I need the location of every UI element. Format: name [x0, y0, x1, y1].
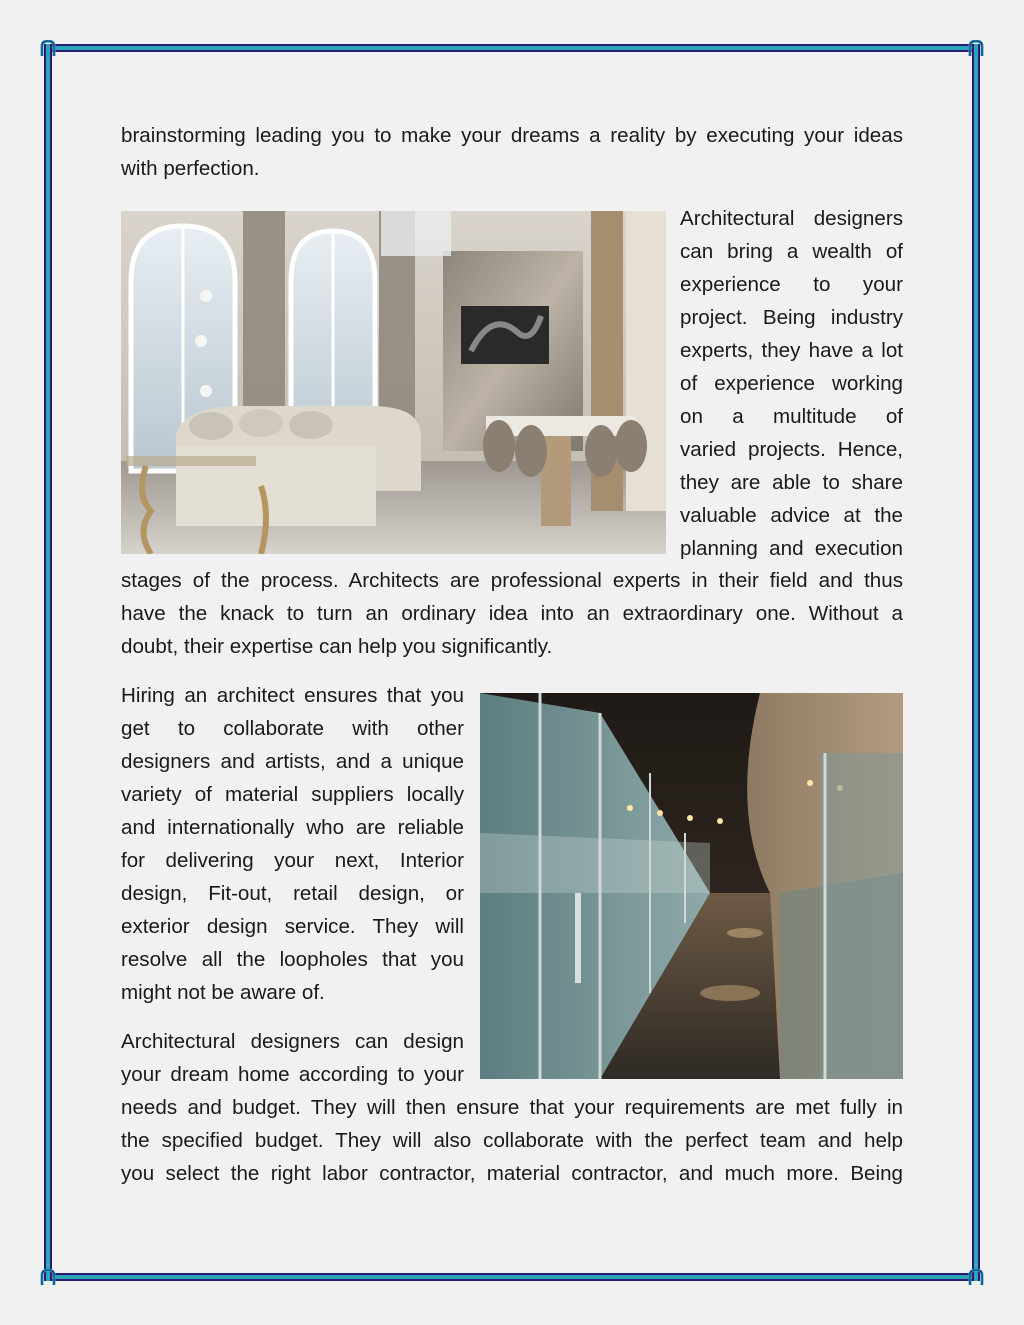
- paragraph-line: stages of the process. Architects are professional experts in their field and thus: [121, 569, 903, 592]
- paragraph-line: of experience working: [680, 372, 903, 395]
- office-corridor-photo: [480, 693, 903, 1079]
- frame-top-border: [44, 44, 980, 52]
- living-room-photo: [121, 211, 666, 554]
- corner-ornament-icon: [40, 40, 56, 56]
- paragraph-line: Hiring an architect ensures that you: [121, 684, 464, 707]
- intro-line: brainstorming leading you to make your dreams a reality by executing your ideas: [121, 124, 903, 147]
- paragraph-line: design, Fit-out, retail design, or: [121, 882, 464, 905]
- paragraph-line: experience to your: [680, 273, 903, 296]
- paragraph-line: can bring a wealth of: [680, 240, 903, 263]
- intro-line: with perfection.: [121, 157, 260, 180]
- paragraph-line: doubt, their expertise can help you significantly.: [121, 635, 553, 658]
- paragraph-line: Architectural designers: [680, 207, 903, 230]
- corner-ornament-icon: [40, 1269, 56, 1285]
- paragraph-line: have the knack to turn an ordinary idea into an extraordinary one. Without a: [121, 602, 903, 625]
- paragraph-line: valuable advice at the: [680, 504, 903, 527]
- paragraph-line: Architectural designers can design: [121, 1030, 464, 1053]
- paragraph-line: get to collaborate with other: [121, 717, 464, 740]
- paragraph-line: they are able to share: [680, 471, 903, 494]
- paragraph-line: your dream home according to your: [121, 1063, 464, 1086]
- paragraph-line: varied projects. Hence,: [680, 438, 903, 461]
- paragraph-line: might not be aware of.: [121, 981, 325, 1004]
- paragraph-line: designers and artists, and a unique: [121, 750, 464, 773]
- paragraph-line: experts, they have a lot: [680, 339, 903, 362]
- frame-bottom-border: [44, 1273, 980, 1281]
- paragraph-line: project. Being industry: [680, 306, 903, 329]
- paragraph-line: the specified budget. They will also collaborate with the perfect team and help: [121, 1129, 903, 1152]
- corner-ornament-icon: [968, 40, 984, 56]
- paragraph-line: and internationally who are reliable: [121, 816, 464, 839]
- frame-left-border: [44, 44, 52, 1281]
- paragraph-line: exterior design service. They will: [121, 915, 464, 938]
- paragraph-line: variety of material suppliers locally: [121, 783, 464, 806]
- paragraph-line: you select the right labor contractor, material contractor, and much more. Being: [121, 1162, 903, 1185]
- paragraph-line: on a multitude of: [680, 405, 903, 428]
- paragraph-line: planning and execution: [680, 537, 903, 560]
- paragraph-line: resolve all the loopholes that you: [121, 948, 464, 971]
- paragraph-line: for delivering your next, Interior: [121, 849, 464, 872]
- corner-ornament-icon: [968, 1269, 984, 1285]
- paragraph-line: needs and budget. They will then ensure that your requirements are met fully in: [121, 1096, 903, 1119]
- frame-right-border: [972, 44, 980, 1281]
